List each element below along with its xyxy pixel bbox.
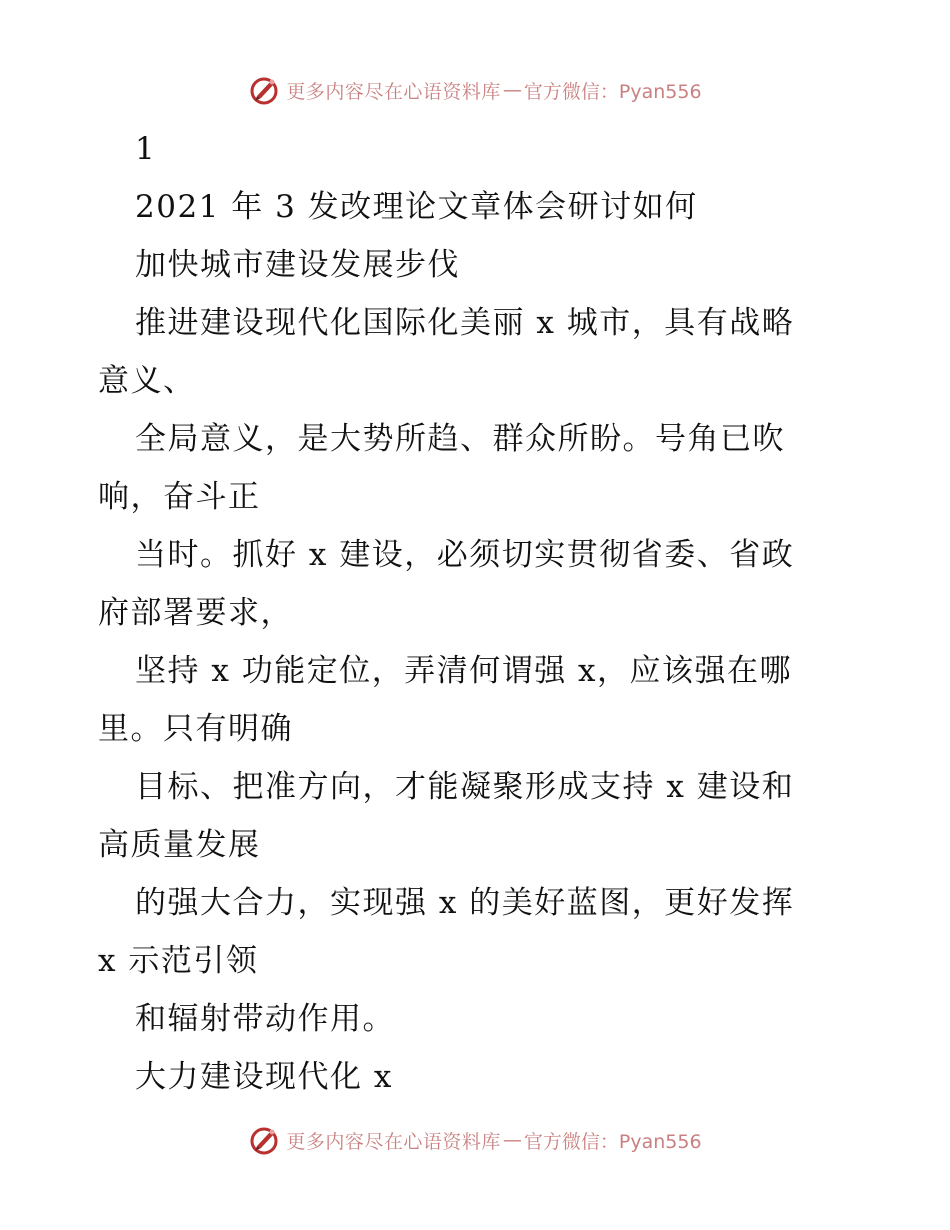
document-body (98, 120, 838, 1106)
pen-circle-logo-icon (248, 1124, 280, 1156)
footer-brand-text: 更多内容尽在心语资料库 (286, 1130, 501, 1153)
body-line: 大力建设现代化 x (135, 1059, 393, 1095)
header-contact-text: 官方微信：Pyan556 (523, 80, 702, 103)
header-banner (0, 70, 950, 110)
header-brand-text: 更多内容尽在心语资料库 (286, 80, 501, 103)
footer-contact-text: 官方微信：Pyan556 (523, 1130, 702, 1153)
footer-separator: — (502, 1129, 522, 1151)
header-separator: — (502, 79, 522, 101)
body-line: 意义、 (98, 363, 196, 399)
pen-circle-logo-icon (248, 74, 280, 106)
body-line: 当时。抓好 x 建设，必须切实贯彻省委、省政 (135, 537, 795, 573)
body-line: 高质量发展 (98, 827, 261, 863)
body-line: 全局意义，是大势所趋、群众所盼。号角已吹 (135, 421, 785, 457)
body-line: 响，奋斗正 (98, 479, 261, 515)
body-line: 坚持 x 功能定位，弄清何谓强 x，应该强在哪 (135, 653, 793, 689)
body-line: 目标、把准方向，才能凝聚形成支持 x 建设和 (135, 769, 795, 805)
body-line: 的强大合力，实现强 x 的美好蓝图，更好发挥 (135, 885, 795, 921)
body-line: 里。只有明确 (98, 711, 293, 747)
body-line: 府部署要求， (98, 595, 293, 631)
document-title-line-2: 加快城市建设发展步伐 (135, 247, 460, 283)
document-title-line-1: 2021 年 3 发改理论文章体会研讨如何 (135, 189, 698, 225)
page-number: 1 (135, 131, 157, 167)
footer-banner (0, 1120, 950, 1160)
body-line: x 示范引领 (98, 943, 259, 979)
body-line: 和辐射带动作用。 (135, 1001, 395, 1037)
body-line: 推进建设现代化国际化美丽 x 城市，具有战略 (135, 305, 795, 341)
